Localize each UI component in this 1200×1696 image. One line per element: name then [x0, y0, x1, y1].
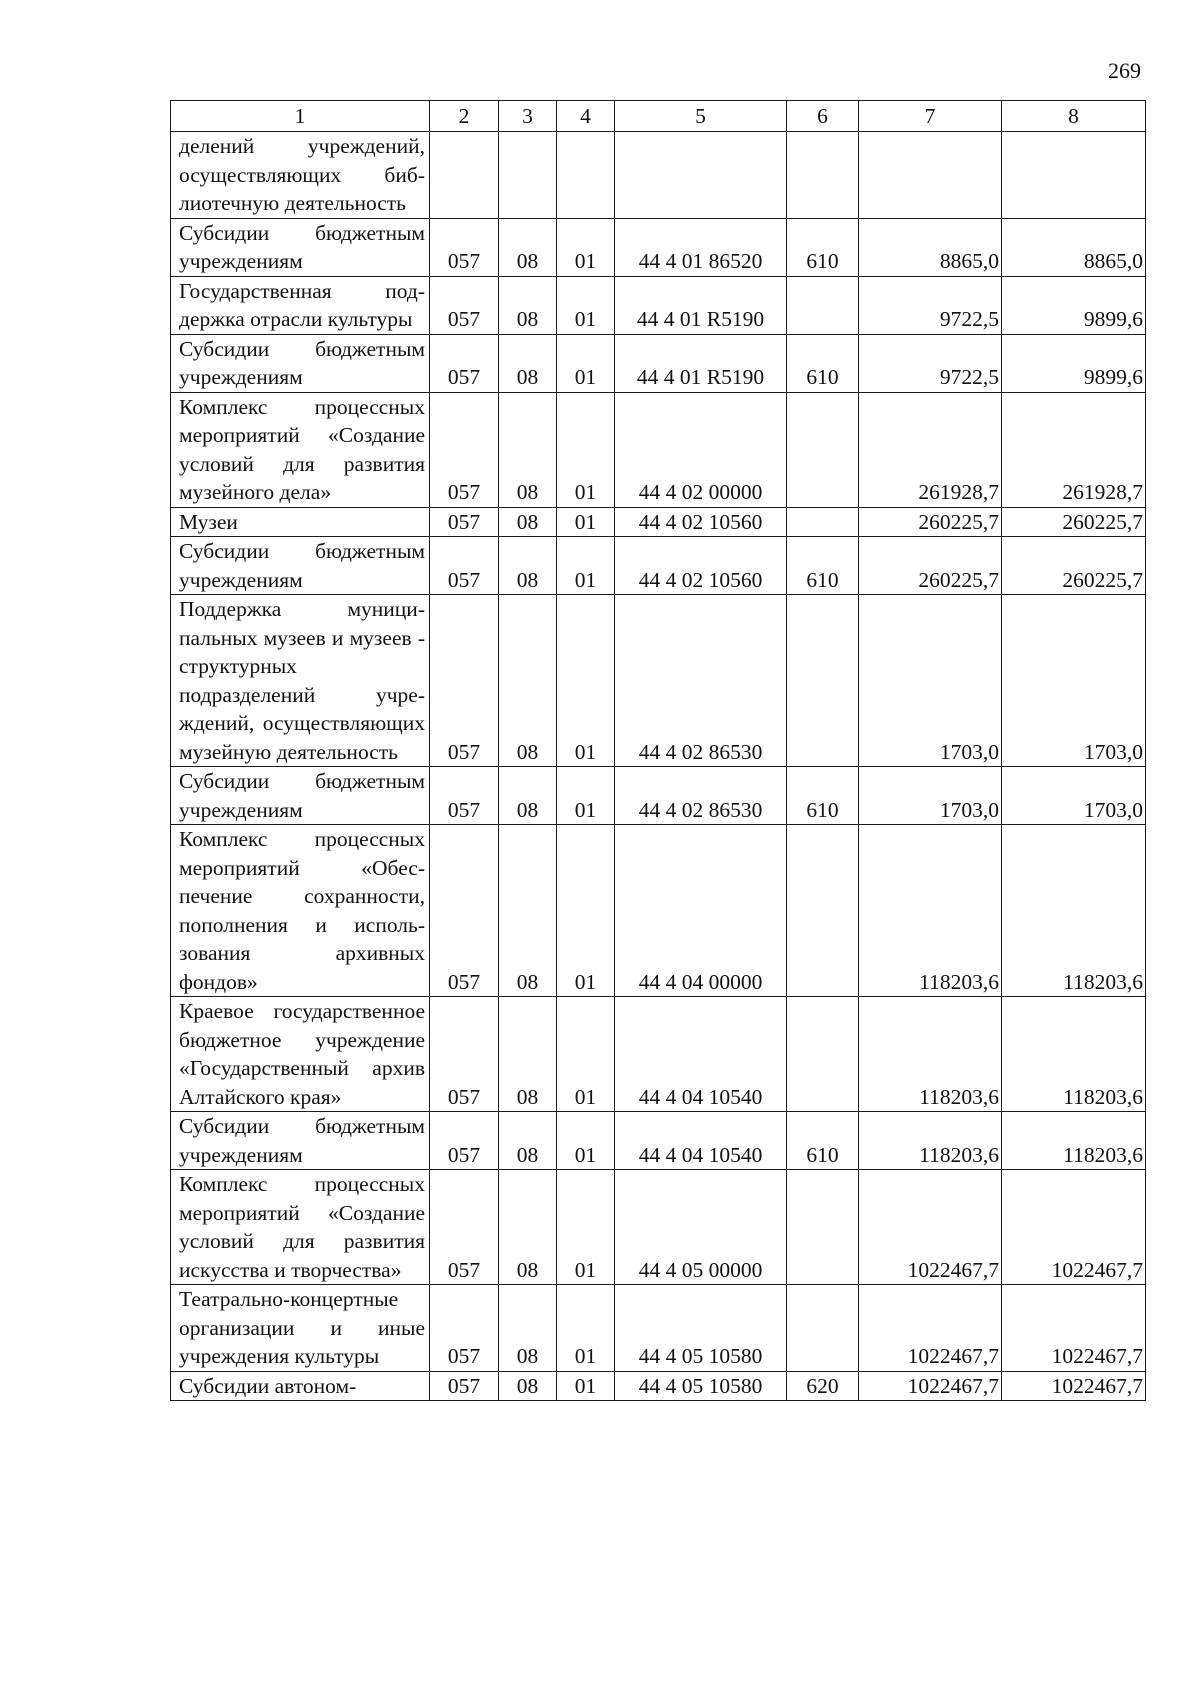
cell-amount-8: 1703,0 [1002, 767, 1146, 825]
cell-amount-8: 8865,0 [1002, 218, 1146, 276]
cell-expense-type: 610 [787, 334, 859, 392]
cell-amount-7: 8865,0 [859, 218, 1002, 276]
cell-subsection: 01 [557, 334, 615, 392]
cell-expense-type: 610 [787, 537, 859, 595]
cell-amount-8: 260225,7 [1002, 537, 1146, 595]
cell-subsection: 01 [557, 507, 615, 537]
cell-subsection: 01 [557, 997, 615, 1112]
cell-section: 08 [499, 392, 557, 507]
cell-target-article: 44 4 04 10540 [615, 997, 787, 1112]
row-name: делений учреждений, осуществляющих библиотечную деятельность [171, 132, 430, 219]
cell-admin-code: 057 [430, 1112, 499, 1170]
cell-amount-8: 118203,6 [1002, 1112, 1146, 1170]
cell-expense-type [787, 276, 859, 334]
column-header-2: 2 [430, 101, 499, 132]
cell-expense-type [787, 997, 859, 1112]
cell-section: 08 [499, 1371, 557, 1401]
column-header-7: 7 [859, 101, 1002, 132]
cell-subsection: 01 [557, 218, 615, 276]
table-row [171, 595, 1146, 767]
cell-subsection: 01 [557, 825, 615, 997]
cell-section: 08 [499, 537, 557, 595]
cell-admin-code: 057 [430, 276, 499, 334]
row-name: Субсидии бюджетным учреждениям [171, 334, 430, 392]
cell-expense-type: 610 [787, 767, 859, 825]
cell-amount-8: 1703,0 [1002, 595, 1146, 767]
cell-section: 08 [499, 218, 557, 276]
table-row [171, 825, 1146, 997]
row-name: Государственная поддержка отрасли культуры [171, 276, 430, 334]
cell-amount-7: 118203,6 [859, 1112, 1002, 1170]
cell-admin-code: 057 [430, 334, 499, 392]
cell-amount-8: 9899,6 [1002, 276, 1146, 334]
cell-expense-type [787, 825, 859, 997]
table-header [171, 101, 1146, 132]
column-header-8: 8 [1002, 101, 1146, 132]
budget-table [170, 100, 1146, 1401]
cell-section: 08 [499, 1285, 557, 1372]
cell-target-article: 44 4 02 10560 [615, 507, 787, 537]
cell-admin-code: 057 [430, 1371, 499, 1401]
page-number: 269 [1108, 58, 1141, 83]
row-name: Комплекс процессных мероприятий «Обеспечение сохранности, пополнения и использования архивных фондов» [171, 825, 430, 997]
table-row [171, 507, 1146, 537]
cell-admin-code: 057 [430, 595, 499, 767]
column-header-5: 5 [615, 101, 787, 132]
cell-expense-type [787, 595, 859, 767]
cell-section: 08 [499, 997, 557, 1112]
cell-subsection: 01 [557, 1170, 615, 1285]
cell-amount-8: 1022467,7 [1002, 1371, 1146, 1401]
cell-target-article: 44 4 05 10580 [615, 1285, 787, 1372]
cell-amount-7: 9722,5 [859, 276, 1002, 334]
table-row [171, 1112, 1146, 1170]
cell-expense-type: 610 [787, 1112, 859, 1170]
cell-amount-7: 1022467,7 [859, 1170, 1002, 1285]
cell-admin-code: 057 [430, 507, 499, 537]
cell-amount-8 [1002, 132, 1146, 219]
cell-amount-8: 9899,6 [1002, 334, 1146, 392]
cell-admin-code: 057 [430, 537, 499, 595]
table-row [171, 767, 1146, 825]
cell-amount-8: 261928,7 [1002, 392, 1146, 507]
cell-target-article: 44 4 04 00000 [615, 825, 787, 997]
row-name: Музеи [171, 507, 430, 537]
table-row [171, 392, 1146, 507]
cell-amount-7: 1022467,7 [859, 1371, 1002, 1401]
cell-subsection: 01 [557, 1285, 615, 1372]
row-name: Субсидии бюджетным учреждениям [171, 218, 430, 276]
table-row [171, 1371, 1146, 1401]
table-row [171, 1170, 1146, 1285]
cell-admin-code: 057 [430, 218, 499, 276]
cell-subsection: 01 [557, 767, 615, 825]
cell-subsection: 01 [557, 595, 615, 767]
row-name: Комплекс процессных мероприятий «Создание условий для развития искусства и творчества» [171, 1170, 430, 1285]
cell-target-article: 44 4 05 00000 [615, 1170, 787, 1285]
cell-admin-code: 057 [430, 1170, 499, 1285]
cell-admin-code [430, 132, 499, 219]
row-name: Театрально-концертные организации и иные учреждения культуры [171, 1285, 430, 1372]
cell-amount-7: 1703,0 [859, 767, 1002, 825]
cell-subsection: 01 [557, 392, 615, 507]
cell-amount-8: 118203,6 [1002, 997, 1146, 1112]
cell-target-article: 44 4 02 86530 [615, 767, 787, 825]
cell-target-article: 44 4 02 86530 [615, 595, 787, 767]
row-name: Субсидии бюджетным учреждениям [171, 537, 430, 595]
cell-amount-7: 118203,6 [859, 997, 1002, 1112]
cell-section: 08 [499, 1112, 557, 1170]
cell-admin-code: 057 [430, 825, 499, 997]
table-row [171, 537, 1146, 595]
cell-section: 08 [499, 595, 557, 767]
row-name: Краевое государственное бюджетное учреждение «Государственный архив Алтайского края» [171, 997, 430, 1112]
cell-admin-code: 057 [430, 767, 499, 825]
cell-subsection: 01 [557, 1371, 615, 1401]
cell-amount-7: 1703,0 [859, 595, 1002, 767]
cell-amount-7: 260225,7 [859, 507, 1002, 537]
row-name: Субсидии автоном- [171, 1371, 430, 1401]
cell-expense-type [787, 1285, 859, 1372]
cell-admin-code: 057 [430, 997, 499, 1112]
cell-amount-7: 9722,5 [859, 334, 1002, 392]
column-header-6: 6 [787, 101, 859, 132]
cell-admin-code: 057 [430, 1285, 499, 1372]
cell-expense-type: 620 [787, 1371, 859, 1401]
cell-section: 08 [499, 276, 557, 334]
cell-amount-8: 1022467,7 [1002, 1170, 1146, 1285]
cell-target-article: 44 4 02 00000 [615, 392, 787, 507]
cell-expense-type: 610 [787, 218, 859, 276]
cell-expense-type [787, 392, 859, 507]
table-row [171, 218, 1146, 276]
cell-section: 08 [499, 825, 557, 997]
cell-subsection: 01 [557, 537, 615, 595]
column-header-3: 3 [499, 101, 557, 132]
table-row [171, 132, 1146, 219]
cell-expense-type [787, 507, 859, 537]
cell-target-article [615, 132, 787, 219]
cell-amount-7: 260225,7 [859, 537, 1002, 595]
cell-target-article: 44 4 01 R5190 [615, 276, 787, 334]
row-name: Комплекс процессных мероприятий «Создание условий для развития музейного дела» [171, 392, 430, 507]
row-name: Субсидии бюджетным учреждениям [171, 767, 430, 825]
row-name: Поддержка муниципальных музеев и музеев - структурных подразделений учреждений, осуществляющих музейную деятельность [171, 595, 430, 767]
cell-subsection: 01 [557, 1112, 615, 1170]
cell-section [499, 132, 557, 219]
cell-section: 08 [499, 767, 557, 825]
header-row [171, 101, 1146, 132]
cell-expense-type [787, 132, 859, 219]
cell-target-article: 44 4 01 R5190 [615, 334, 787, 392]
cell-amount-7: 118203,6 [859, 825, 1002, 997]
cell-section: 08 [499, 507, 557, 537]
cell-admin-code: 057 [430, 392, 499, 507]
cell-amount-8: 1022467,7 [1002, 1285, 1146, 1372]
column-header-1: 1 [171, 101, 430, 132]
row-name: Субсидии бюджетным учреждениям [171, 1112, 430, 1170]
cell-target-article: 44 4 01 86520 [615, 218, 787, 276]
table-row [171, 1285, 1146, 1372]
cell-target-article: 44 4 02 10560 [615, 537, 787, 595]
table-body [171, 132, 1146, 1401]
cell-amount-8: 260225,7 [1002, 507, 1146, 537]
table-row [171, 334, 1146, 392]
cell-section: 08 [499, 334, 557, 392]
column-header-4: 4 [557, 101, 615, 132]
cell-section: 08 [499, 1170, 557, 1285]
table-row [171, 276, 1146, 334]
cell-subsection: 01 [557, 276, 615, 334]
cell-subsection [557, 132, 615, 219]
cell-target-article: 44 4 05 10580 [615, 1371, 787, 1401]
cell-amount-8: 118203,6 [1002, 825, 1146, 997]
cell-expense-type [787, 1170, 859, 1285]
cell-amount-7: 1022467,7 [859, 1285, 1002, 1372]
cell-amount-7: 261928,7 [859, 392, 1002, 507]
cell-target-article: 44 4 04 10540 [615, 1112, 787, 1170]
cell-amount-7 [859, 132, 1002, 219]
table-row [171, 997, 1146, 1112]
